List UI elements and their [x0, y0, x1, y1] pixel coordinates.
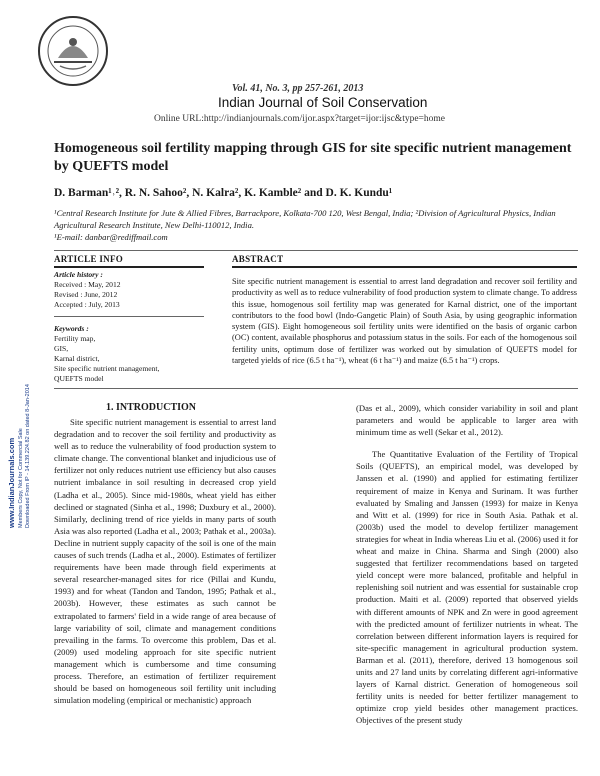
keyword: QUEFTS model — [54, 374, 104, 383]
side-watermark — [6, 278, 30, 538]
divider — [54, 266, 204, 268]
article-history — [54, 270, 204, 310]
intro-left-column — [54, 416, 276, 706]
abstract-heading: ABSTRACT — [232, 254, 284, 264]
keyword: Site specific nutrient management, — [54, 364, 160, 373]
divider — [232, 266, 577, 268]
intro-paragraph: Site specific nutrient management is essential to arrest land degradation and to recover the soil fertility and productivity as well as to reduce the vulnerability of food production system to climate change. The conventional blanket and injudicious use of fertilizer not only reduces nutrient use efficiency but also causes nutrient imbalance in soil resulting in decreased crop yield (Ladha et al., 2005). Since mid-1980s, wheat yield has either declined or stagnated (Sinha et al., 1998; Duxbury et al., 2000). Similarly, declining trend of rice yields in many parts of south Asia was also reported (Ladha et al., 2003; Pathak et al., 2003a). Decline in nutrient supply capacity of the soil is one of the main causes of such trends (Ladha et al., 2000). Estimates of fertilizer requirements have been made through field experiments at several researcher-managed sites for rice (Pillai and Kundu, 1993) and for wheat (Tandon and Tandon, 1995; Pathak et al., 2003b). However, these estimates as such cannot be extrapolated to farmers' field in a wide range of area because of large variability of soil, climate and management conditions prevailing in the farms. To overcome this problem, Das et al. (2009) used modeling approach for site specific nutrient management which is cumbersome and time consuming process. Therefore, an estimation of fertilizer requirement should be based on homogeneous soil fertility unit including simulation modeling (empirical or mechanistic) approach — [54, 417, 276, 706]
email[interactable]: ¹E-mail: danbar@rediffmail.com — [54, 232, 168, 242]
keywords-block — [54, 324, 204, 384]
accepted-date: Accepted : July, 2013 — [54, 300, 120, 309]
volume-info: Vol. 41, No. 3, pp 257-261, 2013 — [232, 83, 364, 94]
side-member: Members Copy, Not for Commercial Sale — [18, 428, 24, 528]
keyword: GIS, — [54, 344, 69, 353]
keywords-label: Keywords : — [54, 324, 89, 333]
journal-url[interactable]: Online URL:http://indianjournals.com/ijor.aspx?target=ijor:ijsc&type=home — [154, 114, 446, 124]
article-title: Homogeneous soil fertility mapping through GIS for site specific nutrient management by QUEFTS model — [54, 141, 572, 174]
intro-right-column — [356, 402, 578, 726]
divider — [54, 388, 578, 389]
intro-paragraph: The Quantitative Evaluation of the Fertility of Tropical Soils (QUEFTS), an empirical model, was developed by Janssen et al. (1990) and applied for estimating fertilizer requirement of maize in Kenya and Surinam. It was further evaluated by Smaling and Janssen (1993) for maize in Kenya and Witt et al. (1999) for rice in South Asia. Pathak et al. (2003b) used the model to develop fertilizer management strategies for wheat in India whereas Liu et al. (2006) used it for wheat and maize in China. Sharma and Singh (2000) also suggested that fertilizer recommendations based on targeted yield concept were more balanced, profitable and helpful in replenishing soil nutrient and was essential for sustainable crop production. Maiti et al. (2009) reported that observed yields with different amounts of NPK and Zn were in good agreement with the predicted amount of fertilizer nutrients in wheat. The correlation between different information layers is required for site-specific management in agricultural production system. Barman et al. (2011), therefore, derived 13 homogenous soil units and 27 land units by correlating different agri-informative layers of Karnal district. Generation of homogeneous soil fertility units is needed for better fertilizer management to optimize crop yield besides other management practices. Objectives of the present study — [356, 449, 578, 726]
keyword: Fertility map, — [54, 334, 96, 343]
authors: D. Barman¹˒², R. N. Sahoo², N. Kalra², K. Kamble² and D. K. Kundu¹ — [54, 187, 393, 199]
abstract-text: Site specific nutrient management is essential to arrest land degradation and recover soil fertility and productivity as well as to reduce vulnerability of food production system to climate change. To address this issue, homogenous soil fertility map was generated for Karnal district, one of the important contributors to the food bowl (Indo-Gangetic Plain) of South Asia, by using geographic information system (GIS). Eight homogeneous soil fertility units were identified on the basis of organic carbon (OC) content, available phosphorus and potassium status in the soils. For each of the homogenous soil fertility units, optimum dose of fertilizer was worked out by simulation of QUEFTS model for targeted yields of rice (6.5 t ha⁻¹), wheat (6 t ha⁻¹) and maize (6.5 t ha⁻¹) crops. — [232, 277, 577, 366]
history-label: Article history : — [54, 270, 103, 279]
intro-heading: 1. INTRODUCTION — [106, 402, 197, 413]
side-download: Downloaded From IP - 14.139.224.82 on dated 8-Jan-2014 — [25, 384, 31, 528]
received-date: Received : May, 2012 — [54, 280, 121, 289]
intro-paragraph: (Das et al., 2009), which consider variability in soil and plant parameters and would be applicable to larger area with minimum time as well (Sekar et al., 2012). — [356, 403, 578, 438]
affiliation: ¹Central Research Institute for Jute & Allied Fibres, Barrackpore, Kolkata-700 120, West Bengal, India; ²Division of Agricultural Physics, Indian Agricultural Research Institute, New Delhi-110012, India. — [54, 208, 556, 230]
side-site[interactable]: www.IndianJournals.com — [7, 437, 16, 528]
keyword: Karnal district, — [54, 354, 100, 363]
journal-logo — [36, 14, 110, 88]
divider — [54, 316, 204, 317]
revised-date: Revised : June, 2012 — [54, 290, 118, 299]
divider — [54, 250, 578, 251]
journal-name: Indian Journal of Soil Conservation — [218, 95, 428, 110]
article-info-heading: ARTICLE INFO — [54, 254, 124, 264]
